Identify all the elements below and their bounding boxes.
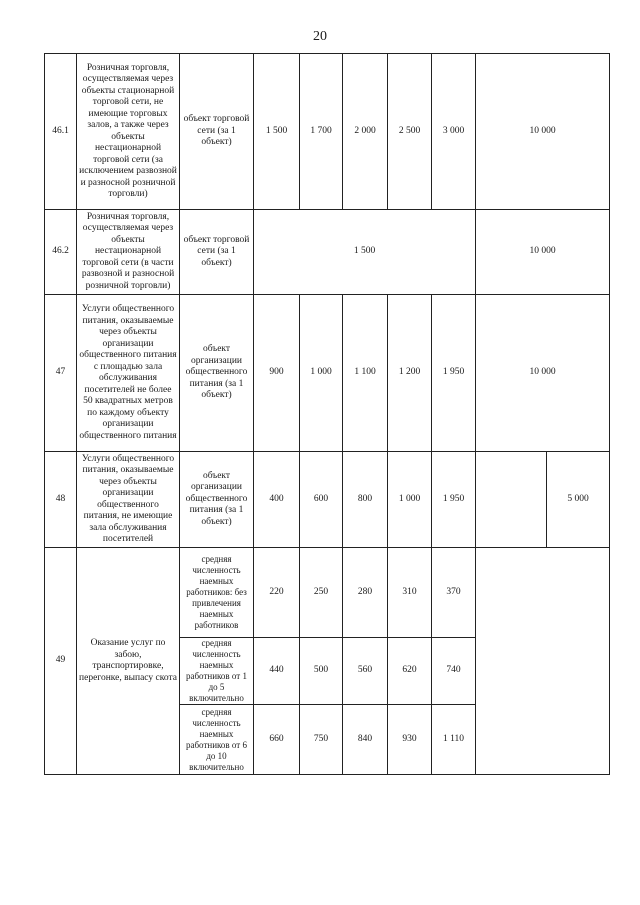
value-cell: 1 500 [254, 54, 300, 210]
value-cell: 660 [254, 705, 300, 775]
value-cell: 310 [388, 548, 432, 638]
table-row-48 [45, 452, 610, 548]
value-cell: 400 [254, 452, 300, 548]
max-value-cell: 5 000 [547, 452, 610, 548]
value-cell: 930 [388, 705, 432, 775]
table-row-46-1 [45, 54, 610, 210]
activity-cell: Услуги общественного питания, оказываемые через объекты организации общественного питания с площадью зала обслуживания посетителей не более 50 квадратных метров по каждому объекту организации общественного питания [77, 295, 180, 452]
activity-cell: Услуги общественного питания, оказываемые через объекты организации общественного питания, не имеющие зала обслуживания посетителей [77, 452, 180, 548]
tariff-table [44, 53, 610, 775]
table-row-49 [45, 548, 610, 638]
unit-cell: средняя численность наемных работников от 1 до 5 включительно [180, 638, 254, 705]
value-cell: 840 [343, 705, 388, 775]
value-cell: 1 000 [300, 295, 343, 452]
row-number: 46.2 [45, 210, 77, 295]
row-number: 49 [45, 548, 77, 775]
value-cell: 620 [388, 638, 432, 705]
max-value-cell: 10 000 [476, 210, 610, 295]
value-cell: 800 [343, 452, 388, 548]
unit-cell: объект организации общественного питания (за 1 объект) [180, 295, 254, 452]
max-value-cell: 10 000 [476, 54, 610, 210]
table-row-46-2 [45, 210, 610, 295]
value-cell: 1 100 [343, 295, 388, 452]
max-value-cell: 10 000 [476, 295, 610, 452]
unit-cell: объект организации общественного питания (за 1 объект) [180, 452, 254, 548]
value-cell: 2 000 [343, 54, 388, 210]
empty-cell [476, 548, 610, 775]
value-cell: 220 [254, 548, 300, 638]
value-cell: 1 950 [432, 295, 476, 452]
value-cell: 3 000 [432, 54, 476, 210]
value-cell: 750 [300, 705, 343, 775]
row-number: 46.1 [45, 54, 77, 210]
value-cell: 370 [432, 548, 476, 638]
row-number: 47 [45, 295, 77, 452]
value-cell: 2 500 [388, 54, 432, 210]
value-cell: 1 200 [388, 295, 432, 452]
value-cell: 1 110 [432, 705, 476, 775]
page-number: 20 [313, 29, 327, 44]
value-cell: 1 700 [300, 54, 343, 210]
value-cell: 900 [254, 295, 300, 452]
unit-cell: средняя численность наемных работников от 6 до 10 включительно [180, 705, 254, 775]
merged-value-cell: 1 500 [254, 210, 476, 295]
value-cell: 560 [343, 638, 388, 705]
activity-cell: Розничная торговля, осуществляемая через объекты нестационарной торговой сети (в части развозной и разносной розничной торговли) [77, 210, 180, 295]
row-number: 48 [45, 452, 77, 548]
value-cell: 250 [300, 548, 343, 638]
value-cell: 280 [343, 548, 388, 638]
value-cell: 1 950 [432, 452, 476, 548]
unit-cell: средняя численность наемных работников: без привлечения наемных работников [180, 548, 254, 638]
value-cell: 600 [300, 452, 343, 548]
unit-cell: объект торговой сети (за 1 объект) [180, 54, 254, 210]
empty-cell [476, 452, 547, 548]
table-row-47 [45, 295, 610, 452]
value-cell: 500 [300, 638, 343, 705]
unit-cell: объект торговой сети (за 1 объект) [180, 210, 254, 295]
value-cell: 1 000 [388, 452, 432, 548]
value-cell: 740 [432, 638, 476, 705]
value-cell: 440 [254, 638, 300, 705]
activity-cell: Оказание услуг по забою, транспортировке, перегонке, выпасу скота [77, 548, 180, 775]
activity-cell: Розничная торговля, осуществляемая через объекты стационарной торговой сети, не имеющие торговых залов, а также через объекты нестационарной торговой сети (за исключением развозной и разносной розничной торговли) [77, 54, 180, 210]
